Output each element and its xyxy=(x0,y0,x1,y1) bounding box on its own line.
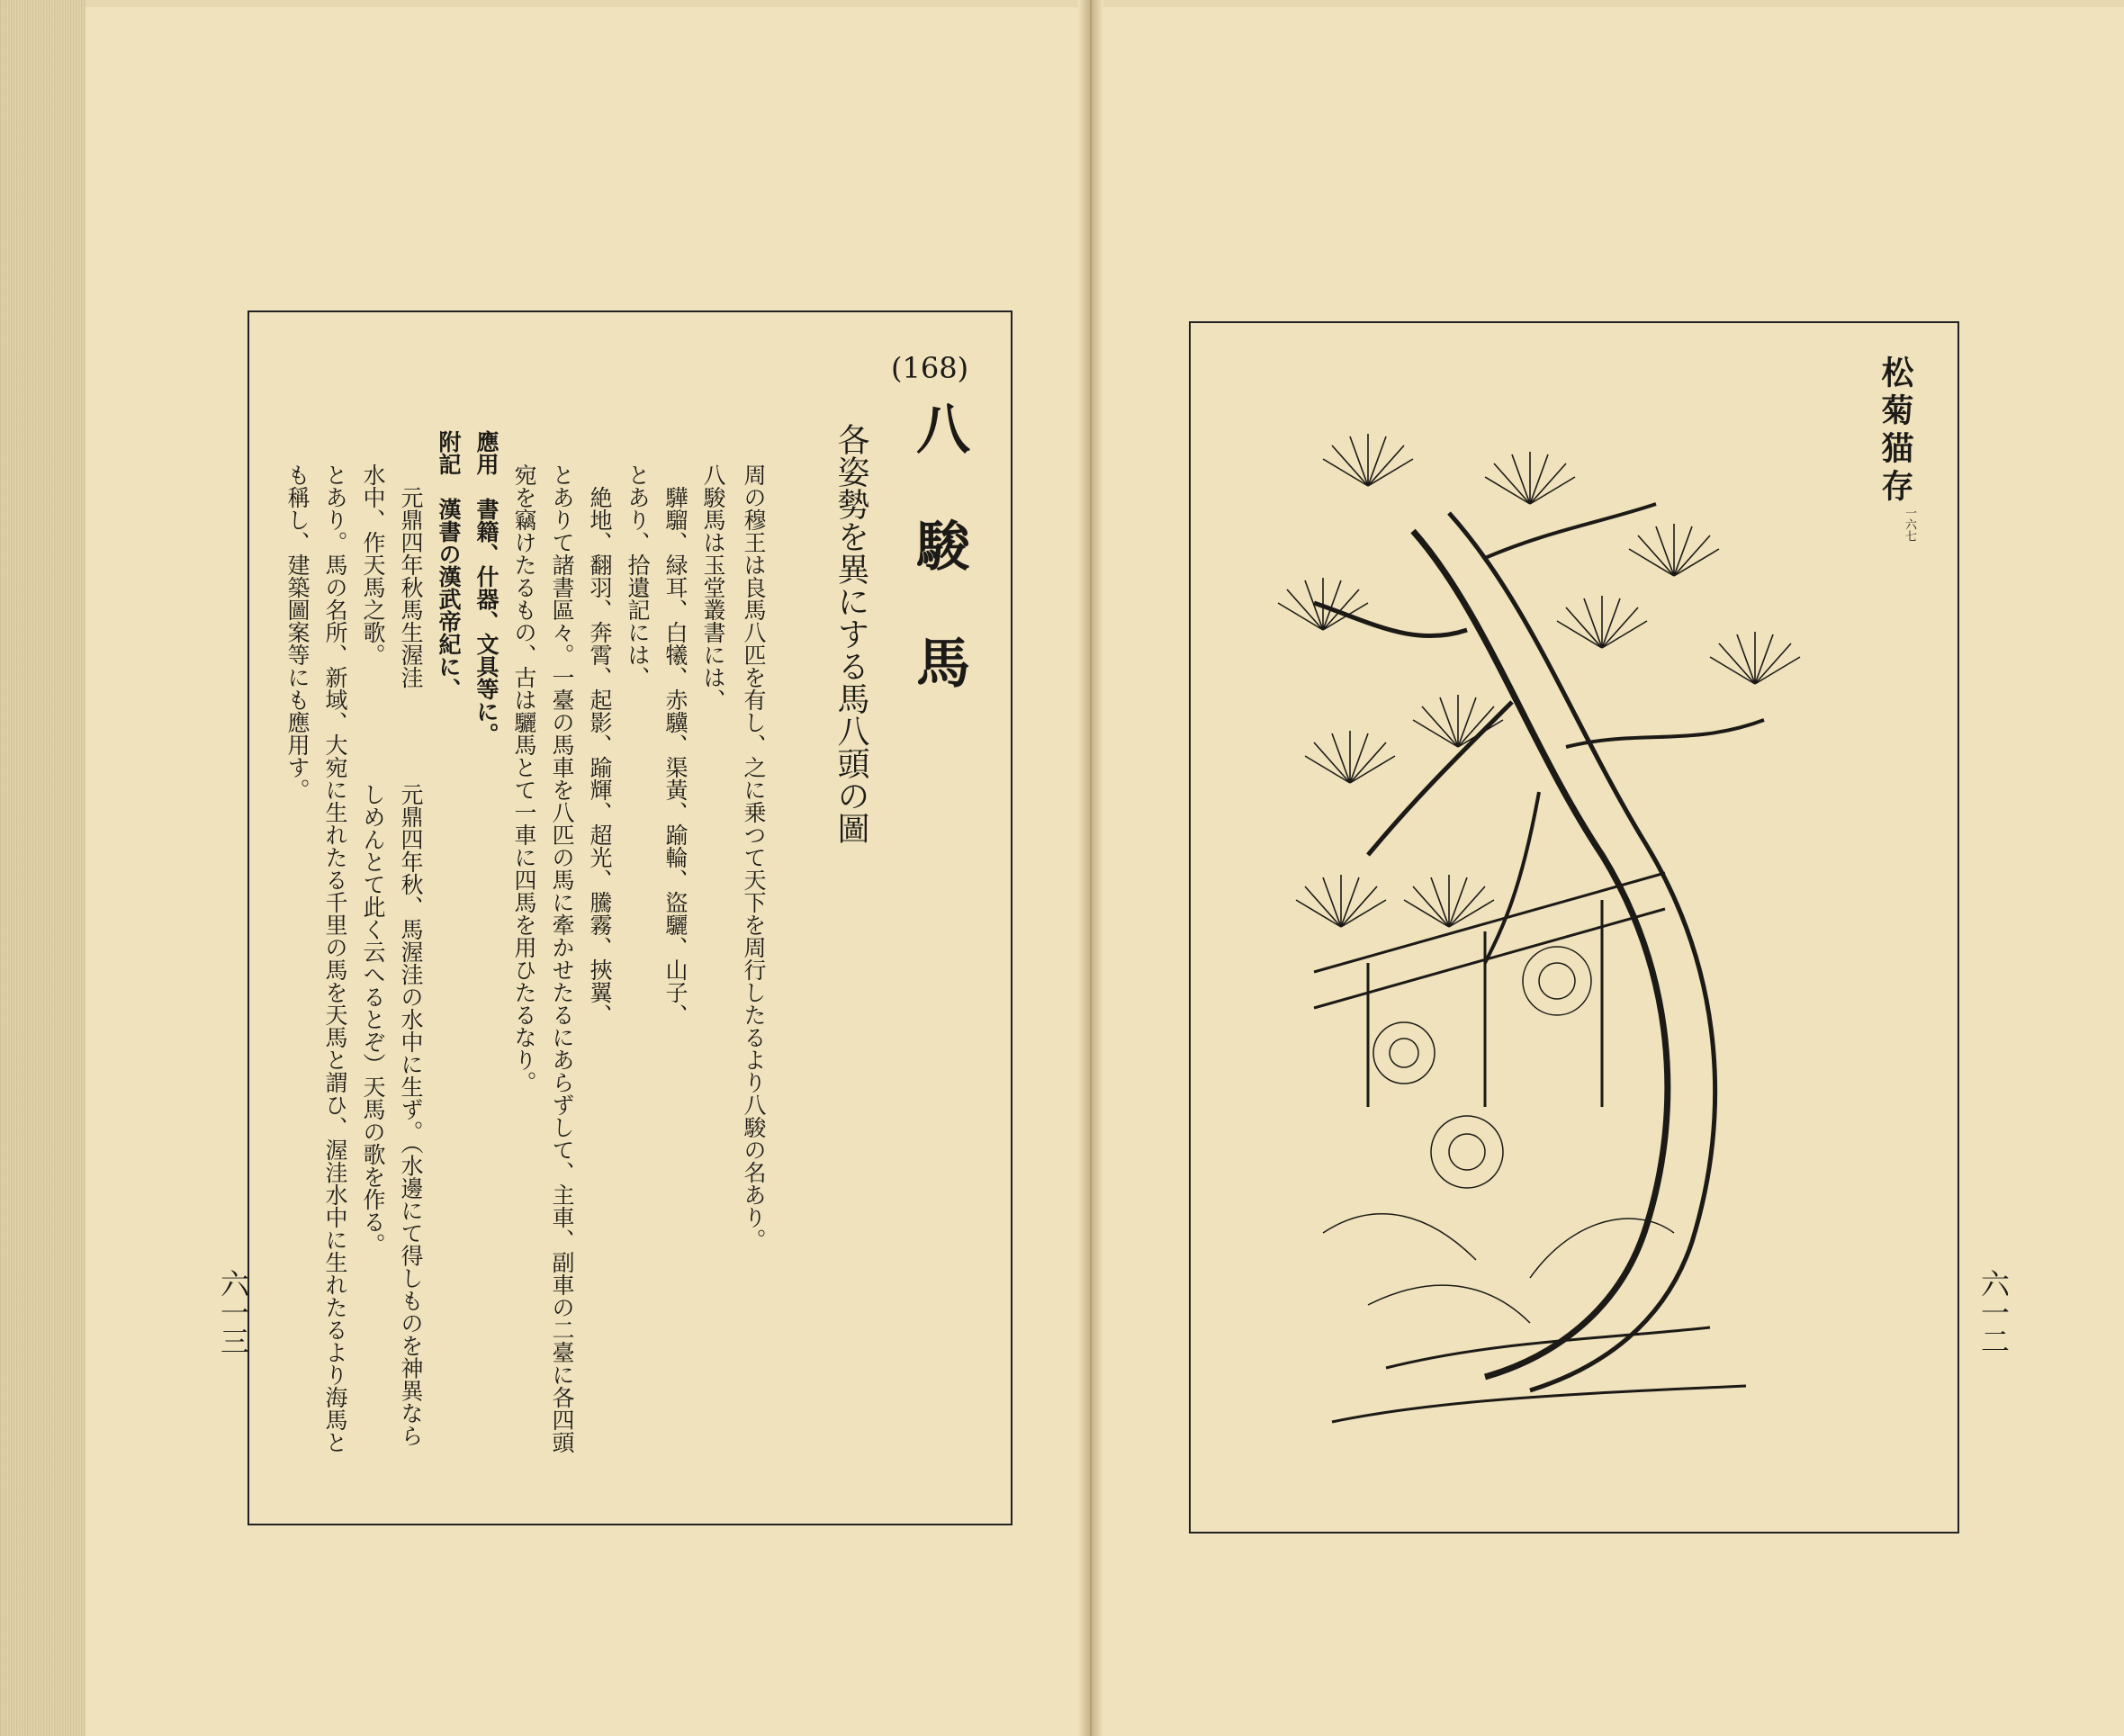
right-folio: 六一二 xyxy=(1976,1269,2011,1355)
body-line-7: 宛を竊けたるもの、古は驪馬とて一車に四馬を用ひたるなり。 xyxy=(511,463,537,1093)
body-line-3: 驊騮、緑耳、白犧、赤驥、渠黃、踰輪、盜驪、山子、 xyxy=(662,486,688,1026)
left-folio: 六一三 xyxy=(216,1269,250,1355)
caption-number: 一六七 xyxy=(1903,507,1916,542)
body-line-2: 八駿馬は玉堂叢書には、 xyxy=(700,463,726,711)
body-line-9: も稱し、建築圖案等にも應用す。 xyxy=(284,463,310,801)
body-line-1: 周の穆王は良馬八匹を有し、之に乗つて天下を周行したるより八駿の名あり。 xyxy=(741,463,767,1251)
page-title: 八駿馬 xyxy=(907,400,970,751)
pine-chrysanthemum-illustration xyxy=(1260,423,1836,1440)
body-line-6: とありて諸書區々。一臺の馬車を八匹の馬に牽かせたるにあらずして、主車、副車の二臺に各四頭 xyxy=(549,463,575,1453)
plate-number: (168) xyxy=(891,351,969,385)
body-line-4: とあり、拾遺記には、 xyxy=(625,463,651,688)
quote-line-1: 元鼎四年秋馬生渥洼 xyxy=(398,486,424,688)
note-line-1: 元鼎四年秋、馬渥洼の水中に生ず。（水邊にて得しものを神異なら xyxy=(398,783,424,1447)
note-line-2: しめんとて此く云へるとぞ）天馬の歌を作る。 xyxy=(360,783,386,1255)
page-edges xyxy=(0,0,86,1736)
body-line-5: 絶地、翻羽、奔霄、起影、踰輝、超光、騰霧、挾翼、 xyxy=(587,486,613,1026)
quote-line-2: 水中、作天馬之歌。 xyxy=(360,463,386,666)
illustration-caption: 松菊猫存 xyxy=(1876,355,1913,507)
body-line-8: とあり。馬の名所、新域、大宛に生れたる千里の馬を天馬と謂ひ、渥洼水中に生れたるより海馬と xyxy=(322,463,348,1453)
page-subtitle: 各姿勢を異にする馬八頭の圖 xyxy=(832,423,869,844)
appendix-line: 附記 漢書の漢武帝紀に、 xyxy=(436,430,462,700)
gutter xyxy=(1078,0,1103,1736)
application-line: 應用 書籍、什器、文具等に。 xyxy=(473,430,500,745)
